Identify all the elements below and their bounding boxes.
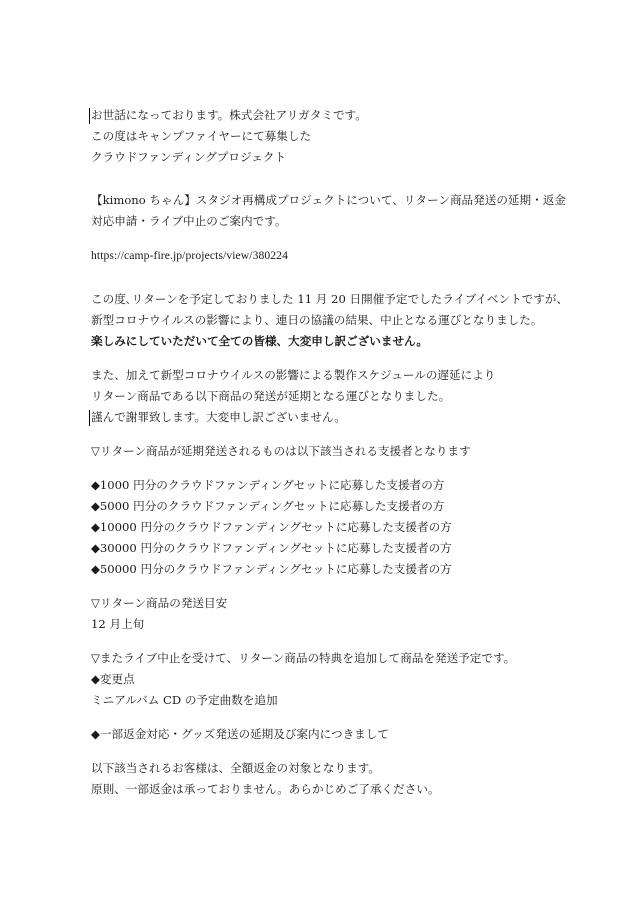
live-cancel-line: 新型コロナウイルスの影響により、連日の協議の結果、中止となる運びとなりました。 bbox=[91, 313, 543, 327]
project-line: 【kimono ちゃん】スタジオ再構成プロジェクトについて、リターン商品発送の延期・返金 bbox=[91, 193, 566, 207]
refund-heading-paragraph bbox=[91, 724, 611, 745]
change-heading: ◆変更点 bbox=[91, 672, 135, 686]
schedule-paragraph bbox=[91, 593, 611, 635]
delay-line: 謹んで謝罪致します。大変申し訳ございません。 bbox=[91, 410, 346, 424]
project-paragraph bbox=[91, 190, 611, 232]
schedule-heading: ▽リターン商品の発送目安 bbox=[91, 596, 228, 610]
apology-bold-line: 楽しみにしていただいて全ての皆様、大変申し訳ございません。 bbox=[91, 334, 428, 348]
target-item: ◆30000 円分のクラウドファンディングセットに応募した支援者の方 bbox=[91, 541, 452, 555]
delay-line: リターン商品である以下商品の発送が延期となる運びとなりました。 bbox=[91, 389, 451, 403]
project-url-paragraph bbox=[91, 245, 611, 266]
target-item: ◆50000 円分のクラウドファンディングセットに応募した支援者の方 bbox=[91, 562, 452, 576]
intro-line: お世話になっております。株式会社アリガタミです。 bbox=[91, 108, 367, 122]
change-value: ミニアルバム CD の予定曲数を追加 bbox=[91, 693, 278, 707]
text-cursor bbox=[89, 410, 90, 426]
refund-heading: ◆一部返金対応・グッズ発送の延期及び案内につきまして bbox=[91, 727, 389, 741]
bonus-paragraph bbox=[91, 648, 611, 711]
live-cancel-line: この度､リターンを予定しておりました 11 月 20 日開催予定でしたライブイベントですが、 bbox=[91, 292, 569, 306]
refund-paragraph bbox=[91, 758, 611, 800]
intro-paragraph bbox=[91, 105, 611, 168]
target-item: ◆1000 円分のクラウドファンディングセットに応募した支援者の方 bbox=[91, 478, 445, 492]
project-line: 対応申請・ライブ中止のご案内です。 bbox=[91, 214, 287, 228]
refund-line: 原則、一部返金は承っておりません。あらかじめご了承ください。 bbox=[91, 782, 440, 796]
intro-line: この度はキャンプファイヤーにて募集した bbox=[91, 129, 312, 143]
target-item: ◆10000 円分のクラウドファンディングセットに応募した支援者の方 bbox=[91, 520, 452, 534]
targets-heading: ▽リターン商品が延期発送されるものは以下該当される支援者となります bbox=[91, 444, 471, 458]
project-url[interactable]: https://camp-fire.jp/projects/view/380224 bbox=[91, 249, 288, 262]
live-cancel-paragraph bbox=[91, 289, 611, 352]
text-cursor bbox=[89, 108, 90, 124]
target-item: ◆5000 円分のクラウドファンディングセットに応募した支援者の方 bbox=[91, 499, 445, 513]
delay-line: また、加えて新型コロナウイルスの影響による製作スケジュールの遅延により bbox=[91, 368, 496, 382]
targets-list bbox=[91, 475, 611, 580]
intro-line: クラウドファンディングプロジェクト bbox=[91, 150, 287, 164]
schedule-value: 12 月上旬 bbox=[91, 617, 145, 631]
refund-line: 以下該当されるお客様は、全額返金の対象となります。 bbox=[91, 761, 380, 775]
bonus-heading: ▽またライブ中止を受けて、リターン商品の特典を追加して商品を発送予定です。 bbox=[91, 651, 516, 665]
delay-paragraph bbox=[91, 365, 611, 428]
targets-heading-paragraph bbox=[91, 441, 611, 462]
document-body bbox=[91, 105, 611, 800]
